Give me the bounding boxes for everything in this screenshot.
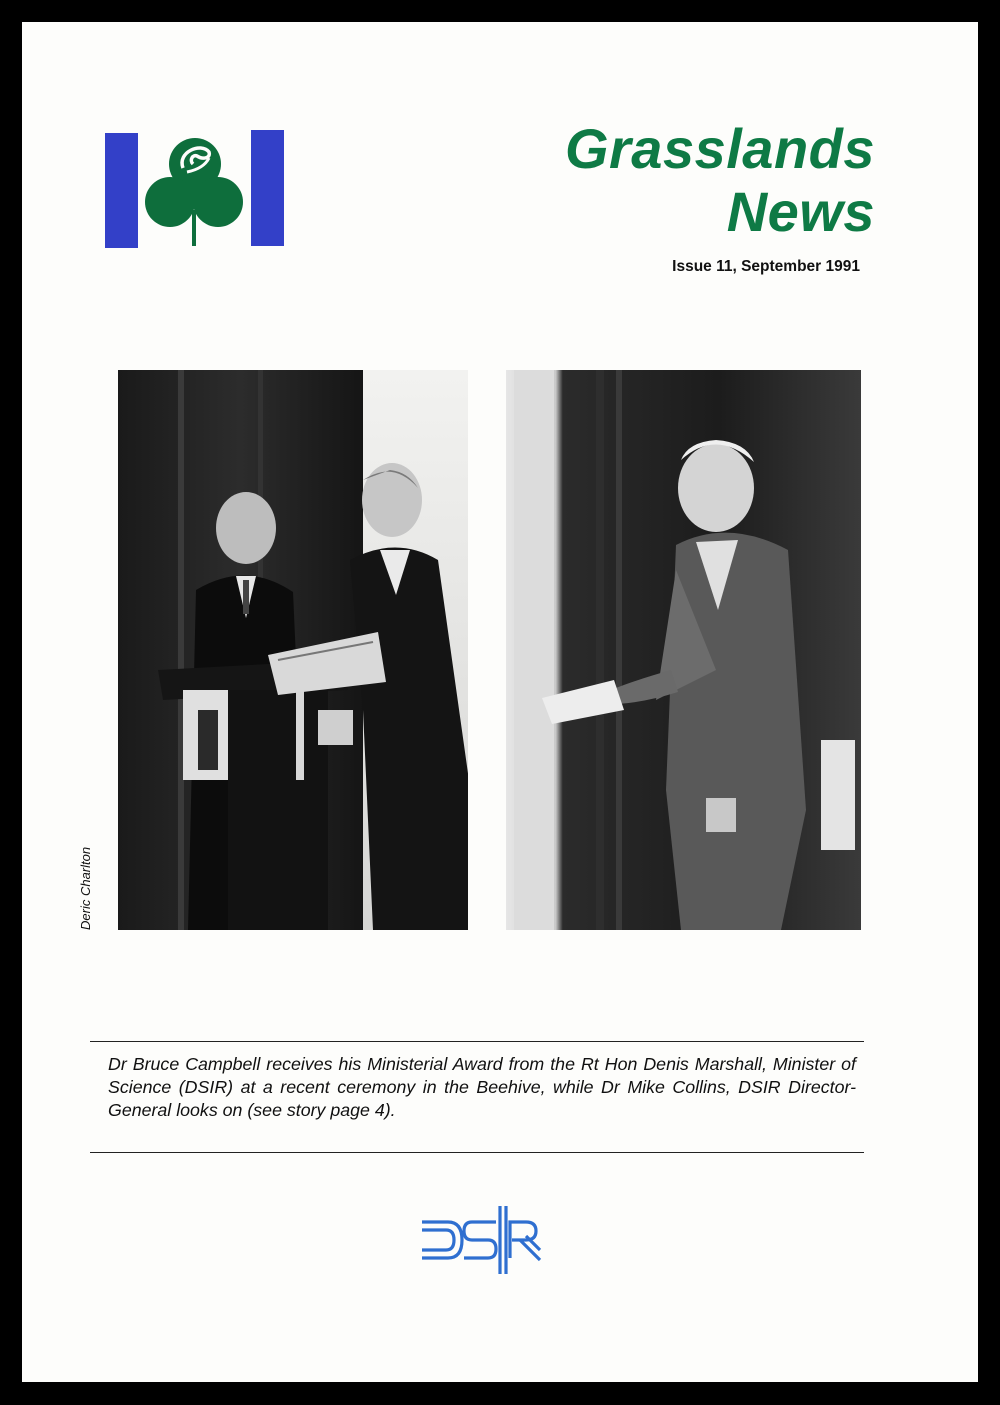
title-line-1: Grasslands	[564, 117, 875, 180]
issue-date: Issue 11, September 1991	[672, 258, 860, 275]
publication-title	[565, 117, 875, 243]
award-ceremony-photo-left	[118, 370, 468, 930]
title-line-2: News	[726, 180, 875, 243]
award-ceremony-photo-right	[506, 370, 861, 930]
magazine-cover	[22, 22, 978, 1382]
photo-caption: Dr Bruce Campbell receives his Ministerial Award from the Rt Hon Denis Marshall, Minister of Science (DSIR) at a recent ceremony in the Beehive, while Dr Mike Collins, DSIR Director-General looks on (see story page 4).	[108, 1054, 856, 1120]
caption-top-rule	[90, 1041, 864, 1042]
dsir-logo	[420, 1206, 542, 1274]
caption-bottom-rule	[90, 1152, 864, 1153]
photo-credit: Deric Charlton	[78, 846, 93, 930]
grasslands-clover-logo	[105, 130, 285, 248]
